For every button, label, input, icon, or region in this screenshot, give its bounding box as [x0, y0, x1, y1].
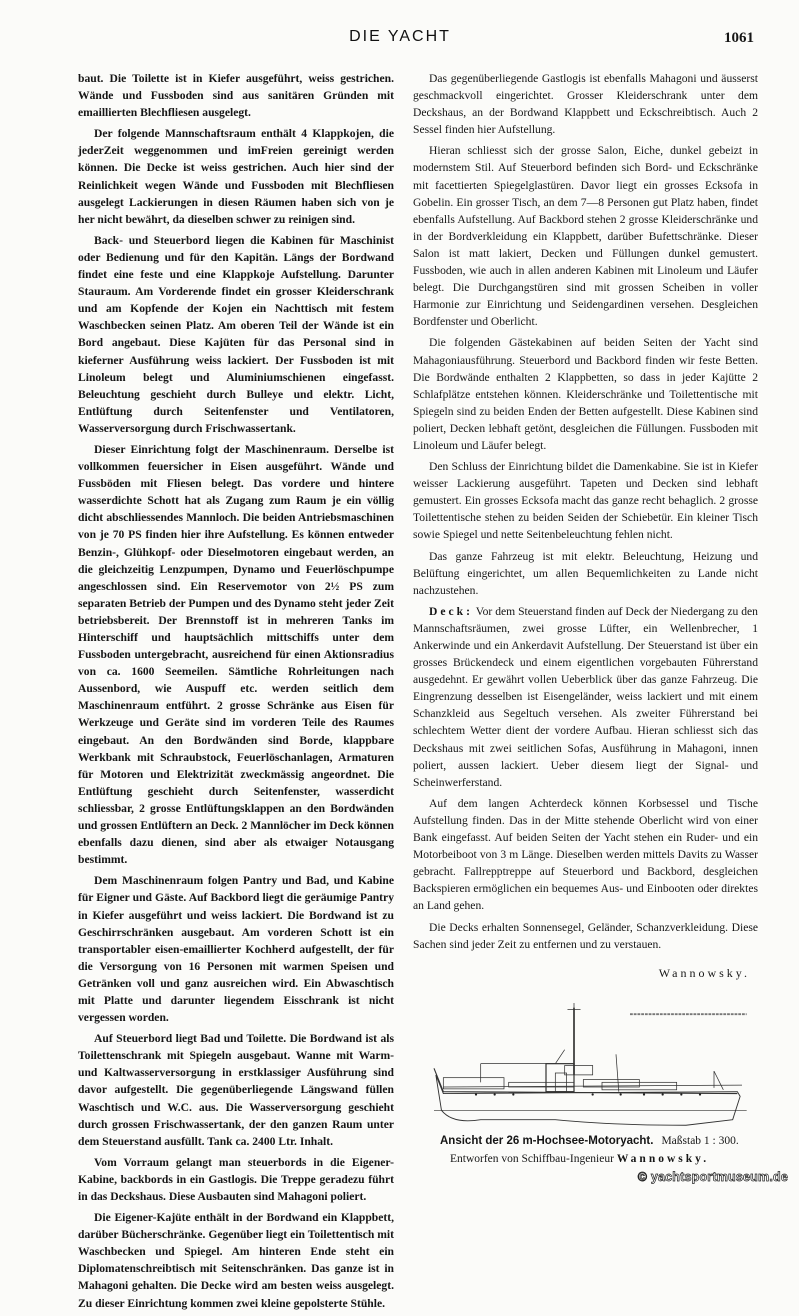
paragraph: baut. Die Toilette ist in Kiefer ausgeführt, weiss gestrichen. Wände und Fussboden sind aus sanitären Gründen mit emaillierten Blechfliesen ausgelegt. — [78, 72, 394, 120]
section-lead: Deck: — [429, 604, 473, 618]
yacht-side-view-drawing — [413, 989, 763, 1129]
paragraph: Die Eigener-Kajüte enthält in der Bordwand ein Klappbett, darüber Bücherschränke. Gegenüber liegt ein Toilettentisch mit Waschbecken und Spiegel. Am hinteren Ende steht ein Diplomatenschreibtisch mit Seitenschränken. Das ganze ist in Mahagoni gehalten. Die Decke wird am besten weiss ausgelegt. Zu dieser Einrichtung kommen zwei kleine gepolsterte Stühle. — [78, 1211, 394, 1310]
caption-scale: Maßstab 1 : 300. — [661, 1134, 739, 1147]
paragraph: Die Decks erhalten Sonnensegel, Geländer, Schanzverkleidung. Diese Sachen sind jeder Zeit zu entfernen und zu verstauen. — [413, 920, 758, 951]
paragraph: Auf dem langen Achterdeck können Korbsessel und Tische Aufstellung finden. Das in der Mitte stehende Oberlicht wird von einer Bank eingefasst. Auf beiden Seiten der Yacht stehen ein Ruder- und ein Motorbeiboot von 3 m Länge. Dieselben werden mittels Davits zu Wasser gebracht. Fallrepptreppe auf Steuerbord und Backbord, desgleichen Backspieren ermöglichen ein bequemes Aus- und Einbooten oder direktes an Land gehen. — [413, 796, 758, 913]
paragraph: Dem Maschinenraum folgen Pantry und Bad, und Kabine für Eigner und Gäste. Auf Backbord liegt die geräumige Pantry in Kiefer ausgeführt und weiss lackiert. Die Bordwand ist zu Geschirrschränken ausgebaut. Am vorderen Schott ist ein transportabler eisen-emaillierter Kochherd aufgestellt, der für die Versorgung von 16 Personen mit warmen Speisen und Getränken voll und ganz ausreichen wird. Ein Abwaschtisch mit Platte und darunter liegendem Eisschrank ist nicht vergessen worden. — [78, 874, 394, 1025]
paragraph: Back- und Steuerbord liegen die Kabinen für Maschinist oder Bedienung und für den Kapitän. Längs der Bordwand findet eine feste und eine Klappkoje Aufstellung. Darunter Stauraum. Am Vorderende findet ein grosser Kleiderschrank und am Kopfende der Kojen ein Nachttisch mit festem Waschbecken seinen Platz. Am oberen Teil der Wände ist ein Bord angebaut. Diese Kajüten für das Personal sind in kieferner Ausführung weiss lackiert. Der Fussboden ist mit Linoleum belegt und Aluminiumschienen eingefasst. Beleuchtung geschieht durch Bulleye und elektr. Licht, Entlüftung durch Seitenfenster und Ventilatoren, Wasserversorgung durch Frischwassertank. — [78, 233, 394, 435]
author-signature: Wannowsky. — [658, 965, 750, 980]
paragraph: Das gegenüberliegende Gastlogis ist ebenfalls Mahagoni und äusserst geschmackvoll eingerichtet. Grosser Kleiderschrank unter dem Deckshaus, an der Bordwand Klappbett und Eckschreibtisch. Auch 2 Sessel finden hier Aufstellung. — [413, 72, 758, 137]
paragraph: Den Schluss der Einrichtung bildet die Damenkabine. Sie ist in Kiefer weisser Lackierung ausgeführt. Tapeten und Decken sind lebhaft gemustert. Ein grosses Ecksofa macht das ganze recht behaglich. 2 grosse Toilettentische stehen zu beiden Seiden der Schiebetür. Ein kleiner Tisch sowie Spiegel und nette Seitenbeleuchtung fehlen nicht. — [413, 460, 758, 542]
paragraph: Die folgenden Gästekabinen auf beiden Seiten der Yacht sind Mahagoniausführung. Steuerbord und Backbord finden wir feste Betten. Die Bordwände enthalten 2 Klappbetten, so dass in jeder Kajütte 2 Schlafplätze entstehen können. Kleiderschränke und Toilettentische mit Spiegeln sind zu beiden Enden der Betten aufgestellt. Diese Kabinen sind poliert, Decken lebhaft getönt, desgleichen die Füllungen. Fussboden mit Linoleum und Läufer belegt. — [413, 336, 758, 452]
credit-name: Wannowsky. — [616, 1152, 710, 1165]
paragraph: Auf Steuerbord liegt Bad und Toilette. Die Bordwand ist als Toilettenschrank mit Spiegeln ausgebaut. Wanne mit Warm- und Kaltwasserversorgung in erstklassiger Ausführung sind davor aufgestellt. Die gegenüberliegende Längswand füllen Waschtisch und W.C. aus. Die Wasserversorgung geschieht durch grossen Frischwassertank, der den ganzen Raum unter dem Steuerstand ausfüllt. Tank ca. 2400 Ltr. Inhalt. — [78, 1032, 394, 1148]
deck-paragraph — [413, 603, 758, 791]
left-column — [78, 70, 394, 1316]
figure-caption — [440, 1133, 758, 1149]
running-header: DIE YACHT — [349, 28, 451, 45]
paragraph: Vom Vorraum gelangt man steuerbords in die Eigener-Kabine, backbords in ein Gastlogis. Die Treppe geradezu führt in das Deckshaus. Diese Ausbauten sind Mahagoni poliert. — [78, 1155, 394, 1203]
right-column — [413, 70, 788, 1185]
paragraph-text: Vor dem Steuerstand finden auf Deck der Niedergang zu den Mannschaftsräumen, zwei grosse Lüfter, ein Wellenbrecher, 1 Ankerwinde und ein Ankerdavit Aufstellung. Der Steuerstand ist über ein grosses Brückendeck und einem eigentlichen vorgebauten Führerstand ausgedehnt. Er gewährt vollen Ueberblick über das ganze Fahrzeug. Die Eingrenzung desselben ist Eisengeländer, weiss lackiert und mit einem Schanzkleid aus Segeltuch versehen. Als zweiter Führerstand bei schlechtem Wetter dient der vordere Aufbau. Hieran schliesst sich das Deckshaus mit zwei seitlichen Sofas, Ausführung in Mahagoni, innen poliert, aussen lackiert. Ueber diesem liegt der Signal- und Scheinwerferstand. — [413, 604, 758, 789]
credit-prefix: Entworfen von Schiffbau-Ingenieur — [450, 1152, 614, 1165]
page-number: 1061 — [724, 30, 754, 46]
figure-credit — [450, 1151, 758, 1167]
watermark: © yachtsportmuseum.de — [637, 1169, 788, 1184]
paragraph: Hieran schliesst sich der grosse Salon, Eiche, dunkel gebeizt in modernstem Stil. Auf Steuerbord befinden sich Bord- und Eckschränke mit facettierten Spiegelglastüren. Davor liegt ein grosses Ecksofa in Gobelin. Ein grosser Tisch, an dem 7—8 Personen gut Platz haben, findet ebenfalls Aufstellung. Auf Backbord stehen 2 grosse Kleiderschränke und in der Bordverkleidung ein Klappbett, darüber Bufettschränke. Dieser Salon ist matt lakiert, Decken und Füllungen dunkel gemustert. Fussboden, wie auch in allen anderen Kabinen mit Linoleum und Läufer belegt. Die Durchgangstüren sind mit grossen Scheiben in voller Harmonie zur Einrichtung und Seidengardinen versehen. Desgleichen Bordfenster und Oberlicht. — [413, 144, 758, 329]
paragraph: Der folgende Mannschaftsraum enthält 4 Klappkojen, die jederZeit weggenommen und imFreien gereinigt werden können. Die Decke ist weiss gestrichen. Auch hier sind der Reinlichkeit wegen Wände und Fussboden mit Blechfliesen ausgelegt Lackierungen in diesen Räumen haben sich von je her nicht bewährt, da dieselben schwer zu reinigen sind. — [78, 127, 394, 226]
paragraph: Dieser Einrichtung folgt der Maschinenraum. Derselbe ist vollkommen feuersicher in Eisen ausgeführt. Wände und Fussböden mit Fliesen belegt. Das vordere und hintere wasserdichte Schott hat als Zugang zum Raum je ein völlig dicht abschliessendes Mannloch. Die beiden Antriebsmaschinen von je 70 PS finden hier ihre Aufstellung. Es können entweder Benzin-, Glühkopf- oder Dieselmotoren eingebaut werden, an die gleichzeitig Lenzpumpen, Dynamo und Feuerlöschpumpe angeschlossen sind. Ein Reservemotor von 2½ PS zum separaten Betrieb der Pumpen und des Dynamo steht jeder Zeit betriebsbereit. Der Brennstoff ist in mehreren Tanks im Hinterschiff und hauptsächlich mittschiffs unter dem Fussboden untergebracht, ausreichend für einen Aktionsradius von ca. 1600 Seemeilen. Sämtliche Rohrleitungen nach Aussenbord, wie Auspuff etc. werden seitlich dem Maschinenraum entführt. 2 grosse Schränke aus Eisen für Werkzeuge und Geräte sind im vorderen Teile des Raumes eingebaut. An den Bordwänden sind Borde, klappbare Werkbank mit Schraubstock, Feuerlöschanlagen, Armaturen für Motoren und Elektrizität zweckmässig angeordnet. Die Entlüftung geschieht durch Seitenfenster, wasserdicht schliessbar, 2 grosse Entlüftungsklappen an den Bordwänden und grossen Entlüftern an Deck. 2 Mannlöcher im Deck können ebenfalls dazu dienen, sind aber als etwaiger Notausgang bestimmt. — [78, 442, 394, 867]
paragraph: Das ganze Fahrzeug ist mit elektr. Beleuchtung, Heizung und Belüftung eingerichtet, um allen Bequemlichkeiten zu Lande nicht nachzustehen. — [413, 549, 758, 597]
caption-title: Ansicht der 26 m-Hochsee-Motoryacht. — [440, 1134, 654, 1147]
